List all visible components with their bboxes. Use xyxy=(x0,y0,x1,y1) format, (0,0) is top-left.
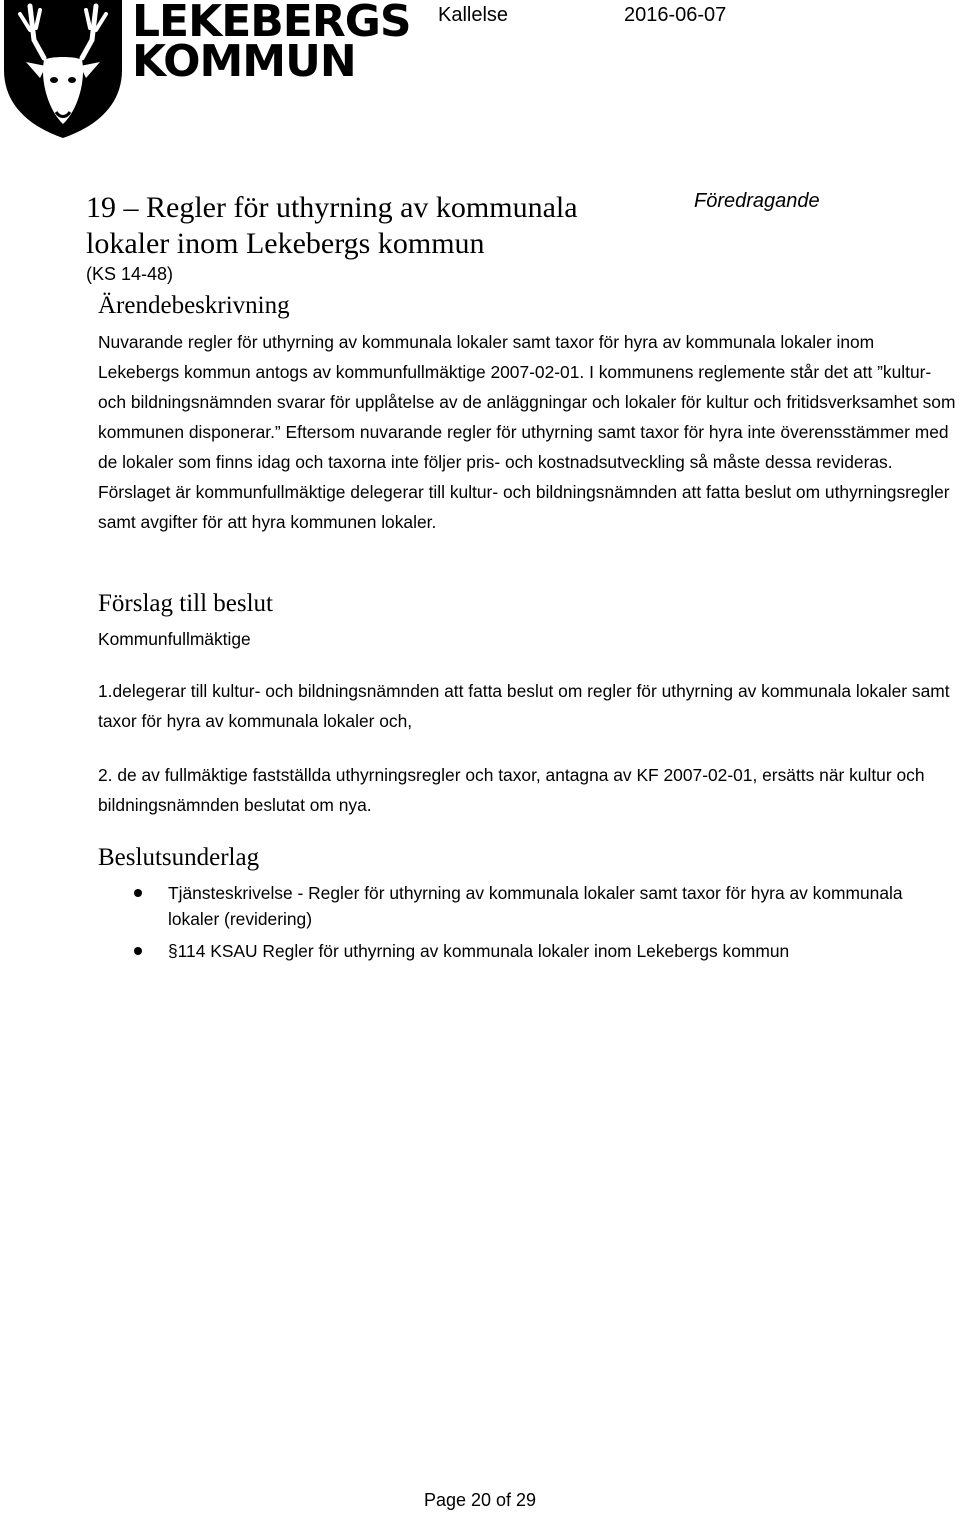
list-item xyxy=(98,880,918,932)
description-text: Nuvarande regler för uthyrning av kommunala lokaler samt taxor för hyra av kommunala lokaler inom Lekebergs kommun antogs av kommunfullmäktige 2007-02-01. I kommunens reglemente står det att ”kultur- och bildningsnämnden svarar för upplåtelse av de anläggningar och lokaler för kultur och fritidsverksamhet som kommunen disponerar.” Eftersom nuvarande regler för uthyrning samt taxor för hyra inte överensstämmer med de lokaler som finns idag och taxorna inte följer pris- och kostnadsutveckling så måste dessa revideras. Förslaget är kommunfullmäktige delegerar till kultur- och bildningsnämnden att fatta beslut om uthyrningsregler samt avgifter för att hyra kommunen lokaler. xyxy=(98,332,956,532)
basis-list xyxy=(98,880,918,970)
deer-head-shield-icon xyxy=(0,0,126,140)
logo-text-line1: LEKEBERGS xyxy=(132,0,411,47)
proposal-point-1: 1.delegerar till kultur- och bildningsnämnden att fatta beslut om regler för uthyrning av kommunala lokaler samt taxor för hyra av kommunala lokaler och, xyxy=(98,681,950,731)
document-type: Kallelse xyxy=(438,4,509,26)
logo-text-line2: KOMMUN xyxy=(132,36,356,87)
description-heading: Ärendebeskrivning xyxy=(98,292,290,319)
basis-heading: Beslutsunderlag xyxy=(98,844,260,871)
bullet-dot-icon xyxy=(134,889,142,897)
basis-item-text: Tjänsteskrivelse - Regler för uthyrning av kommunala lokaler samt taxor för hyra av kommunala lokaler (revidering) xyxy=(168,883,903,929)
basis-item-text: §114 KSAU Regler för uthyrning av kommunala lokaler inom Lekebergs kommun xyxy=(168,941,790,961)
presenter-label: Föredragande xyxy=(694,190,820,212)
page-number: Page 20 of 29 xyxy=(423,1490,537,1510)
municipality-logo xyxy=(0,0,411,140)
item-reference: (KS 14-48) xyxy=(86,264,174,284)
item-title: 19 – Regler för uthyrning av kommunala lokaler inom Lekebergs kommun xyxy=(86,191,578,260)
list-item xyxy=(98,938,918,964)
bullet-dot-icon xyxy=(134,947,142,955)
proposal-point-2: 2. de av fullmäktige fastställda uthyrningsregler och taxor, antagna av KF 2007-02-01, ersätts när kultur och bildningsnämnden beslutat om nya. xyxy=(98,765,925,815)
proposer: Kommunfullmäktige xyxy=(98,629,251,649)
document-date: 2016-06-07 xyxy=(624,4,727,26)
proposal-heading: Förslag till beslut xyxy=(98,590,273,617)
